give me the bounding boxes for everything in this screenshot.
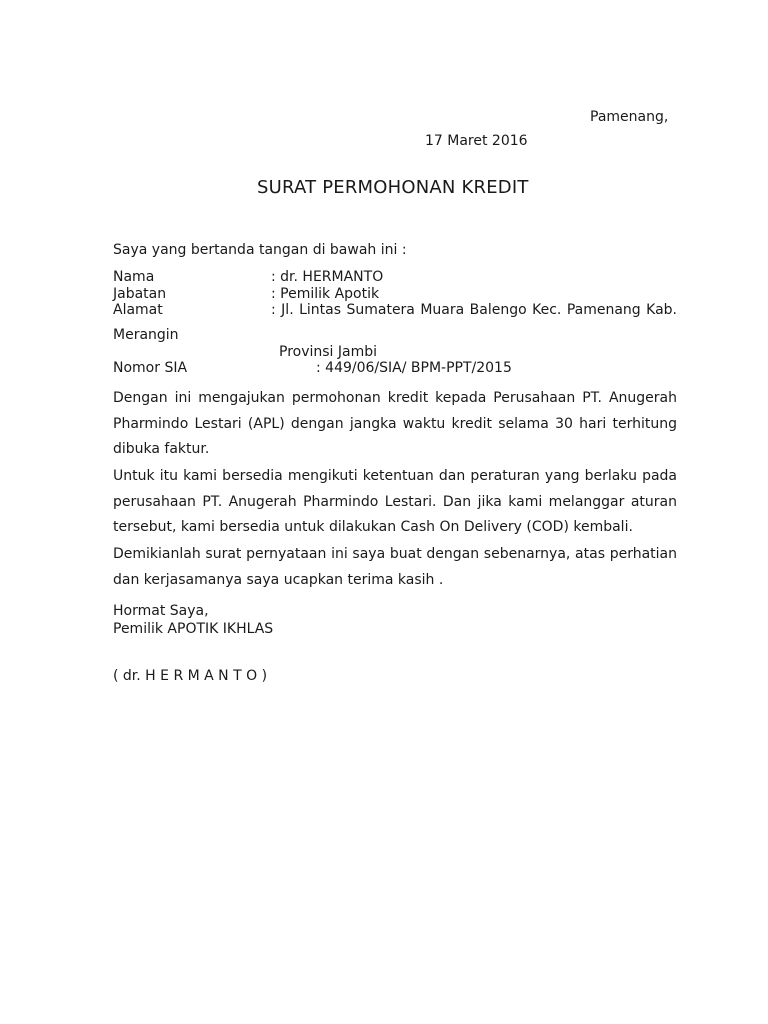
- alamat-continuation: Merangin: [113, 327, 179, 343]
- sia-value: : 449/06/SIA/ BPM-PPT/2015: [316, 360, 512, 376]
- closing-greeting: Hormat Saya,: [113, 603, 209, 619]
- nama-value: : dr. HERMANTO: [271, 269, 384, 285]
- jabatan-value: : Pemilik Apotik: [271, 286, 380, 302]
- letter-date: 17 Maret 2016: [425, 133, 528, 149]
- signature-name: ( dr. H E R M A N T O ): [113, 668, 268, 684]
- alamat-value: : Jl. Lintas Sumatera Muara Balengo Kec. Pamenang Kab.: [271, 302, 677, 318]
- letter-title: SURAT PERMOHONAN KREDIT: [257, 177, 529, 198]
- alamat-province: Provinsi Jambi: [279, 344, 378, 360]
- paragraph-terms: Untuk itu kami bersedia mengikuti ketentuan dan peraturan yang berlaku pada perusahaan PT. Anugerah Pharmindo Lestari. Dan jika kami melanggar aturan tersebut, kami bersedia untuk dilakukan Cash On Delivery (COD) kembali.: [113, 468, 677, 535]
- letter-place: Pamenang,: [590, 109, 669, 125]
- intro-line: Saya yang bertanda tangan di bawah ini :: [113, 242, 407, 258]
- nama-label: Nama: [113, 269, 155, 285]
- jabatan-label: Jabatan: [113, 286, 167, 302]
- paragraph-request: Dengan ini mengajukan permohonan kredit kepada Perusahaan PT. Anugerah Pharmindo Lestari (APL) dengan jangka waktu kredit selama 30 hari terhitung dibuka faktur.: [113, 390, 677, 457]
- sia-label: Nomor SIA: [113, 360, 188, 376]
- closing-role: Pemilik APOTIK IKHLAS: [113, 621, 274, 637]
- paragraph-closing: Demikianlah surat pernyataan ini saya buat dengan sebenarnya, atas perhatian dan kerjasamanya saya ucapkan terima kasih .: [113, 546, 677, 588]
- alamat-label: Alamat: [113, 302, 163, 318]
